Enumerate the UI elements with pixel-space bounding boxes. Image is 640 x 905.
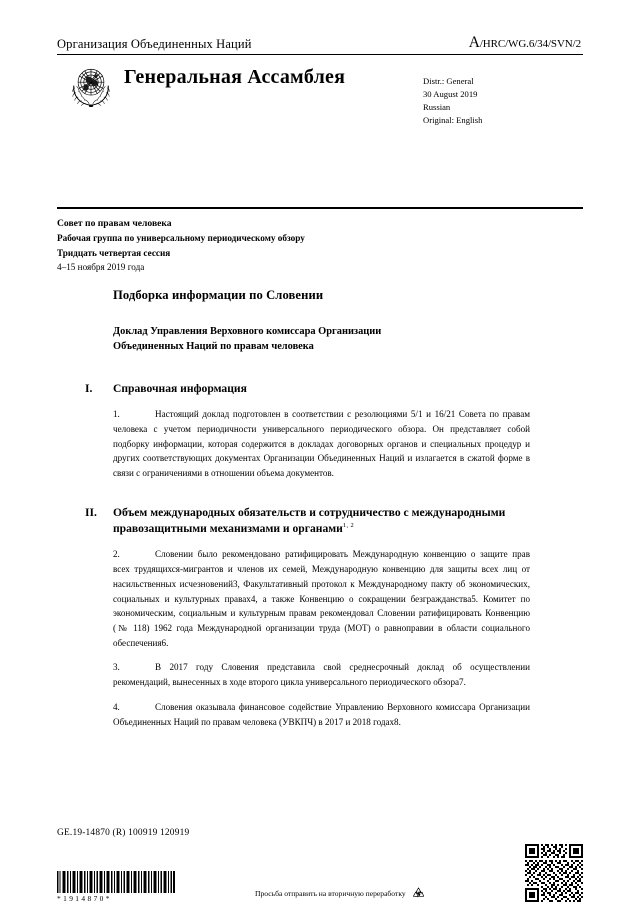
document-symbol	[469, 34, 583, 52]
working-group-name: Рабочая группа по универсальному периодическому обзору	[57, 233, 305, 244]
ge-number: GE.19-14870 (R) 100919 120919	[57, 828, 190, 838]
council-name: Совет по правам человека	[57, 218, 172, 229]
subtitle-line-2: Объединенных Наций по правам человека	[113, 340, 314, 352]
recycle-icon	[411, 886, 426, 901]
paragraph-text-2: Словении было рекомендовано ратифицировать Международную конвенцию о защите прав всех трудящихся-мигрантов и членов их семей, Международную конвенцию для защиты всех лиц от насильственных исчезновений3, Факультативный протокол к Международному пакту об экономических, социальных и культурных правах4, а также Конвенцию о сокращении безгражданства5. Комитет по экономическим, социальным и культурным правам рекомендовал Словении ратифицировать Конвенцию (№ 118) 1962 года Международной организации труда (МОТ) о равноправии в области социального обеспечения6.	[113, 549, 530, 648]
page-title: Подборка информации по Словении	[113, 288, 324, 302]
footer-row	[57, 844, 583, 903]
paragraph-text-3: В 2017 году Словения представила свой среднесрочный доклад об осуществлении рекомендаций, вынесенных в ходе второго цикла универсального периодического обзора7.	[113, 662, 530, 688]
paragraph-2	[113, 547, 530, 650]
paragraph-number-4: 4.	[113, 701, 120, 712]
barcode-text: *1914870*	[57, 894, 112, 903]
subtitle-line-1: Доклад Управления Верховного комиссара Организации	[113, 326, 382, 337]
paragraph-3	[113, 660, 530, 689]
section-heading-1	[85, 381, 530, 397]
page-footer	[57, 828, 583, 903]
paragraph-1	[113, 407, 530, 481]
section-title-2: Объем международных обязательств и сотрудничество с международными правозащитными механизмами и органами	[113, 505, 506, 535]
body-title: Генеральная Ассамблея	[124, 66, 346, 88]
barcode	[57, 871, 175, 893]
masthead-bottom-row	[57, 62, 583, 127]
session-name: Тридцать четвертая сессия	[57, 247, 171, 258]
session-dates: 4–15 ноября 2019 года	[57, 262, 145, 273]
section-spacer	[113, 491, 530, 505]
distribution-original: Original: English	[423, 115, 483, 126]
section-footnote-markers: 1, 2	[342, 521, 355, 529]
masthead-divider	[57, 54, 583, 55]
recycle-note-text: Просьба отправить на вторичную переработку	[255, 889, 406, 898]
paragraph-number-2: 2.	[113, 549, 120, 560]
section-numeral-1: I.	[85, 381, 93, 395]
paragraph-text-4: Словения оказывала финансовое содействие Управлению Верховного комиссара Организации Объединенных Наций по правам человека (УВКПЧ) в 2017 и 2018 годах8.	[113, 701, 530, 727]
document-symbol-prefix: A	[468, 34, 480, 51]
barcode-block	[57, 871, 175, 903]
masthead	[57, 34, 583, 127]
section-heading-2	[85, 505, 530, 537]
paragraph-number-3: 3.	[113, 662, 120, 673]
document-subtitle	[113, 325, 530, 355]
paragraph-number-1: 1.	[113, 409, 120, 420]
paragraph-4	[113, 700, 530, 729]
section-title-1: Справочная информация	[113, 381, 247, 395]
section-divider-rule	[57, 207, 583, 209]
organ-block	[57, 216, 583, 275]
document-symbol-rest: /HRC/WG.6/34/SVN/2	[479, 38, 581, 50]
distribution-type: Distr.: General	[423, 76, 474, 86]
section-numeral-2: II.	[85, 505, 97, 519]
qr-code	[525, 844, 583, 902]
un-emblem	[67, 64, 115, 108]
organization-name: Организация Объединенных Наций	[57, 37, 252, 51]
document-body	[85, 288, 530, 739]
distribution-date: 30 August 2019	[423, 89, 478, 100]
distribution-block	[423, 75, 583, 127]
distribution-language: Russian	[423, 102, 451, 113]
masthead-top-row	[57, 34, 583, 54]
recycle-note	[255, 886, 525, 901]
paragraph-text-1: Настоящий доклад подготовлен в соответствии с резолюциями 5/1 и 16/21 Совета по правам человека с учетом периодичности универсального периодического обзора. Он представляет собой подборку информации, которая содержится в докладах договорных органов и специальных процедур и других соответствующих документах Организации Объединенных Наций и излагается в сжатой форме в связи с ограничениями в отношении объема документов.	[113, 409, 530, 479]
